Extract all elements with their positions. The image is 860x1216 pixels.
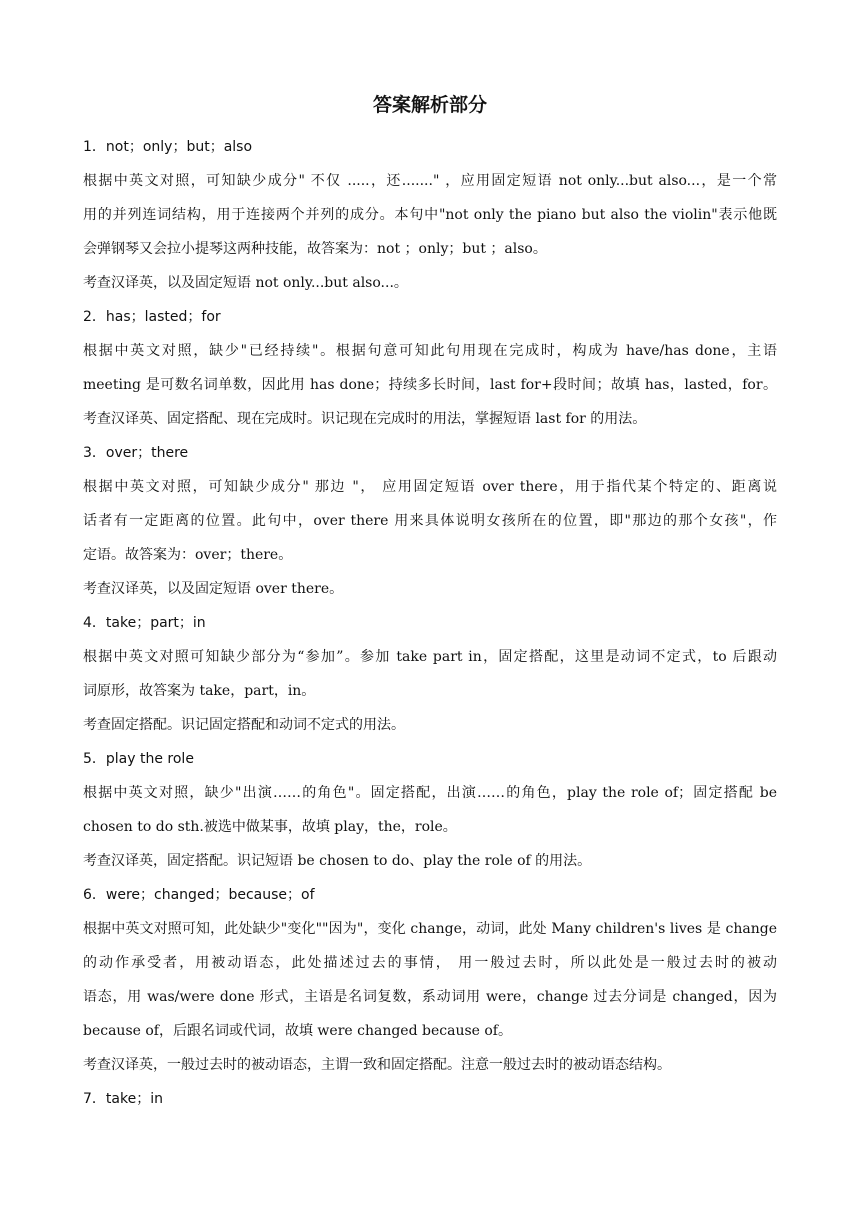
answer-line: 6．were；changed；because；of bbox=[83, 887, 315, 903]
answer-line: 4．take；part；in bbox=[83, 615, 206, 631]
explanation-line: chosen to do sth.被选中做某事，故填 play，the，role。 bbox=[83, 819, 457, 835]
explanation-line: 根据中英文对照，可知缺少成分" 不仅 .....，还......." ，应用固定短语 not only...but also...，是一个常 bbox=[83, 173, 777, 189]
explanation-line: 定语。故答案为：over；there。 bbox=[83, 547, 293, 563]
explanation-line: 话者有一定距离的位置。此句中，over there 用来具体说明女孩所在的位置，即"那边的那个女孩"，作 bbox=[83, 513, 777, 529]
explanation-line: 根据中英文对照，缺少"已经持续"。根据句意可知此句用现在完成时，构成为 have/has done，主语 bbox=[83, 343, 777, 359]
note-line: 考查汉译英，固定搭配。识记短语 be chosen to do、play the role of 的用法。 bbox=[83, 853, 592, 869]
explanation-line: 根据中英文对照，缺少"出演……的角色"。固定搭配，出演……的角色，play the role of；固定搭配 be bbox=[83, 785, 777, 801]
answer-line: 5．play the role bbox=[83, 751, 194, 767]
explanation-line: 词原形，故答案为 take，part，in。 bbox=[83, 683, 316, 699]
explanation-line: 根据中英文对照，可知缺少成分" 那边 "， 应用固定短语 over there，用于指代某个特定的、距离说 bbox=[83, 479, 777, 495]
explanation-line: 的动作承受者，用被动语态，此处描述过去的事情， 用一般过去时，所以此处是一般过去时的被动 bbox=[83, 955, 777, 971]
note-line: 考查汉译英，一般过去时的被动语态，主谓一致和固定搭配。注意一般过去时的被动语态结构。 bbox=[83, 1057, 671, 1073]
note-line: 考查汉译英、固定搭配、现在完成时。识记现在完成时的用法，掌握短语 last for 的用法。 bbox=[83, 411, 647, 427]
note-line: 考查汉译英，以及固定短语 over there。 bbox=[83, 581, 344, 597]
page-title: 答案解析部分 bbox=[372, 94, 487, 116]
answer-line: 3．over；there bbox=[83, 445, 189, 461]
explanation-line: meeting 是可数名词单数，因此用 has done；持续多长时间，last for+段时间；故填 has，lasted，for。 bbox=[83, 377, 777, 393]
explanation-line: 根据中英文对照可知缺少部分为“参加”。参加 take part in，固定搭配，这里是动词不定式，to 后跟动 bbox=[83, 649, 777, 665]
answer-list bbox=[83, 130, 777, 1116]
answer-line: 1．not；only；but；also bbox=[83, 139, 253, 155]
explanation-line: 用的并列连词结构，用于连接两个并列的成分。本句中"not only the piano but also the violin"表示他既 bbox=[83, 207, 777, 223]
note-line: 考查汉译英，以及固定短语 not only...but also...。 bbox=[83, 275, 408, 291]
explanation-line: 根据中英文对照可知，此处缺少"变化""因为"，变化 change，动词，此处 Many children's lives 是 change bbox=[83, 921, 777, 937]
explanation-line: because of，后跟名词或代词，故填 were changed because of。 bbox=[83, 1023, 512, 1039]
note-line: 考查固定搭配。识记固定搭配和动词不定式的用法。 bbox=[83, 717, 405, 733]
explanation-line: 语态，用 was/were done 形式，主语是名词复数，系动词用 were，change 过去分词是 changed，因为 bbox=[83, 989, 777, 1005]
answer-line: 2．has；lasted；for bbox=[83, 309, 221, 325]
explanation-line: 会弹钢琴又会拉小提琴这两种技能，故答案为：not ；only；but ；also。 bbox=[83, 241, 547, 257]
answer-line: 7．take；in bbox=[83, 1091, 163, 1107]
